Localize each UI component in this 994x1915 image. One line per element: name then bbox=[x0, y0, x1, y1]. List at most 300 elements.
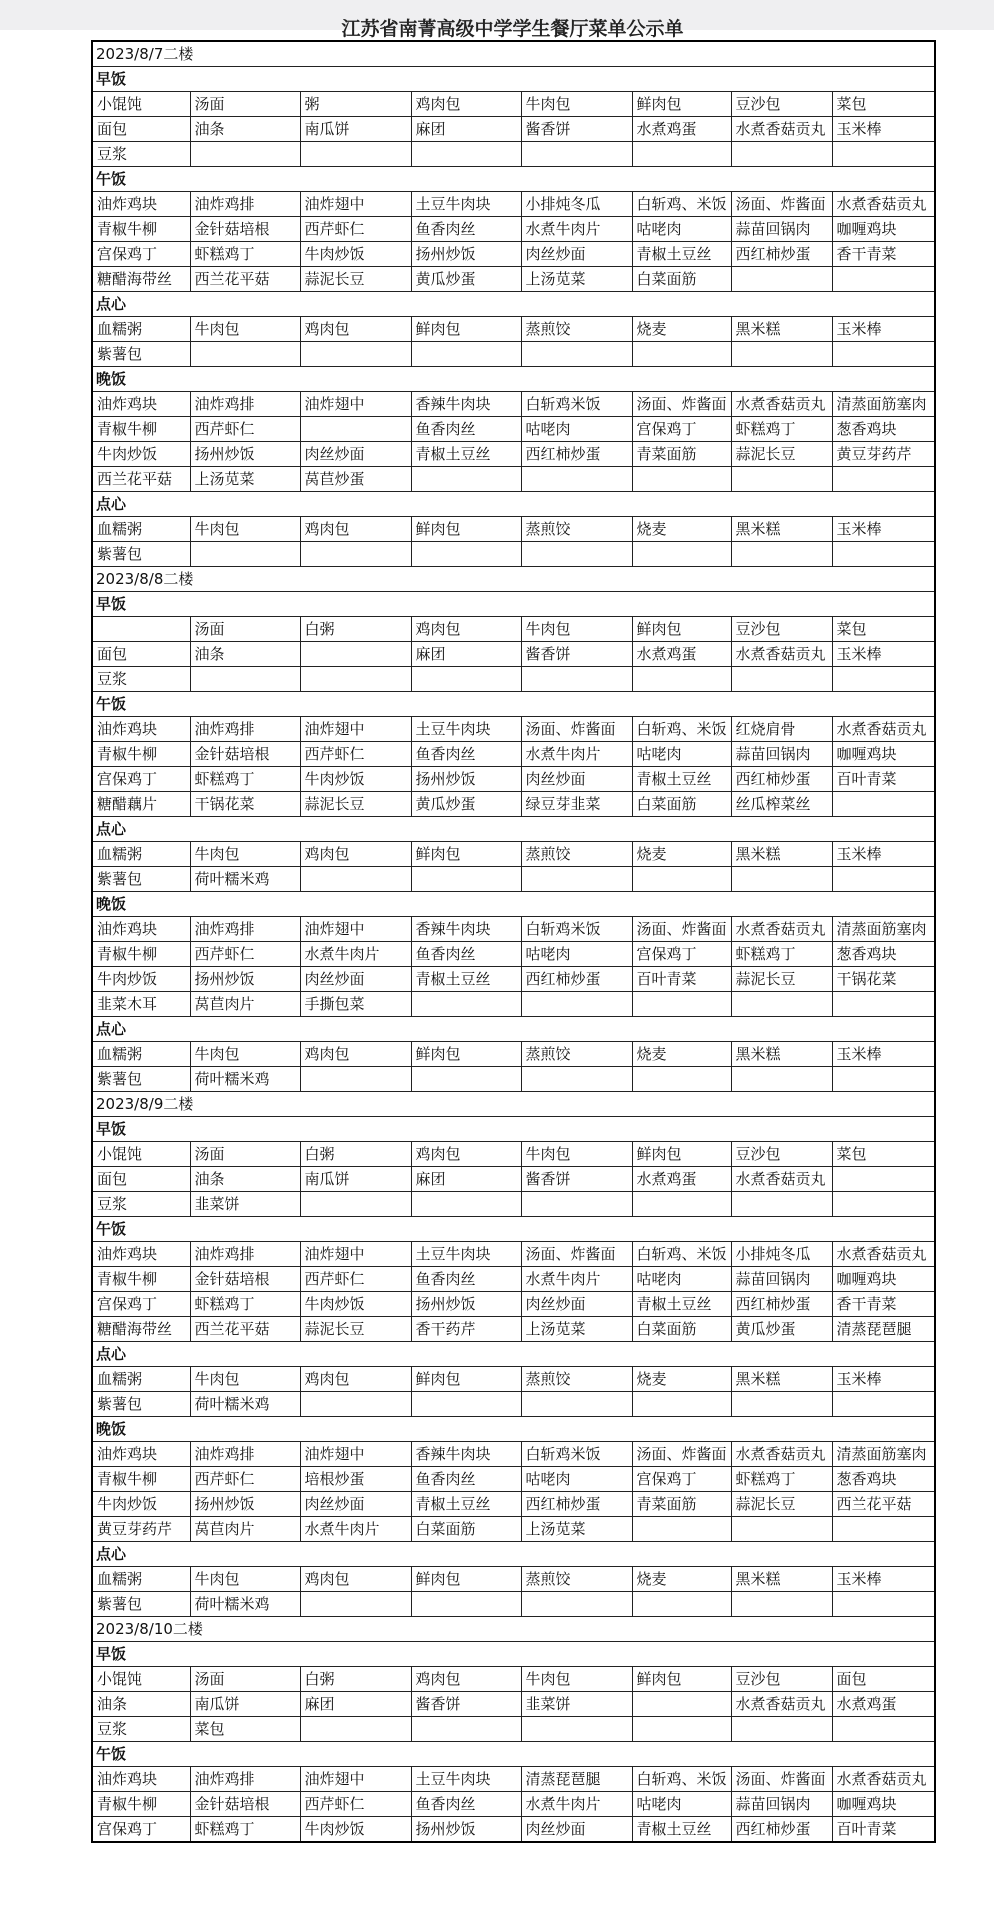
meal-section-label: 早饭 bbox=[92, 67, 935, 92]
menu-cell: 干锅花菜 bbox=[832, 967, 935, 992]
menu-cell: 蒸煎饺 bbox=[521, 1567, 632, 1592]
menu-cell: 白斩鸡、米饭 bbox=[632, 1242, 731, 1267]
menu-cell: 青椒牛柳 bbox=[92, 742, 190, 767]
menu-cell bbox=[521, 1192, 632, 1217]
menu-row bbox=[92, 742, 935, 767]
menu-cell: 白斩鸡、米饭 bbox=[632, 192, 731, 217]
menu-cell: 黑米糕 bbox=[731, 1042, 832, 1067]
date-header-row bbox=[92, 1617, 935, 1642]
date-header: 2023/8/10二楼 bbox=[92, 1617, 935, 1642]
menu-cell: 干锅花菜 bbox=[190, 792, 300, 817]
menu-row bbox=[92, 1442, 935, 1467]
menu-cell bbox=[731, 1592, 832, 1617]
menu-cell: 葱香鸡块 bbox=[832, 942, 935, 967]
meal-section-row bbox=[92, 592, 935, 617]
menu-cell: 青椒土豆丝 bbox=[411, 442, 521, 467]
menu-cell: 扬州炒饭 bbox=[411, 242, 521, 267]
menu-cell: 扬州炒饭 bbox=[190, 442, 300, 467]
menu-cell: 汤面、炸酱面 bbox=[521, 1242, 632, 1267]
menu-cell: 鸡肉包 bbox=[300, 317, 411, 342]
menu-cell: 青椒土豆丝 bbox=[632, 242, 731, 267]
menu-cell: 烧麦 bbox=[632, 1367, 731, 1392]
menu-cell: 牛肉炒饭 bbox=[92, 442, 190, 467]
menu-cell: 荷叶糯米鸡 bbox=[190, 867, 300, 892]
menu-cell: 西芹虾仁 bbox=[300, 1792, 411, 1817]
menu-cell bbox=[832, 1192, 935, 1217]
menu-cell: 西兰花平菇 bbox=[190, 1317, 300, 1342]
menu-cell: 上汤苋菜 bbox=[521, 1317, 632, 1342]
menu-cell: 牛肉包 bbox=[190, 842, 300, 867]
menu-cell bbox=[521, 867, 632, 892]
menu-cell bbox=[632, 342, 731, 367]
menu-cell: 宫保鸡丁 bbox=[632, 1467, 731, 1492]
menu-cell: 油炸鸡排 bbox=[190, 717, 300, 742]
menu-cell: 扬州炒饭 bbox=[411, 1817, 521, 1843]
menu-cell: 水煮香菇贡丸 bbox=[731, 117, 832, 142]
menu-cell: 虾糕鸡丁 bbox=[190, 1817, 300, 1843]
menu-cell: 紫薯包 bbox=[92, 342, 190, 367]
menu-cell: 黑米糕 bbox=[731, 1367, 832, 1392]
menu-cell: 南瓜饼 bbox=[300, 1167, 411, 1192]
menu-cell: 西红柿炒蛋 bbox=[731, 1292, 832, 1317]
menu-cell: 牛肉包 bbox=[521, 1667, 632, 1692]
date-header: 2023/8/8二楼 bbox=[92, 567, 935, 592]
menu-cell: 白粥 bbox=[300, 617, 411, 642]
menu-cell bbox=[411, 1592, 521, 1617]
meal-section-label: 晚饭 bbox=[92, 367, 935, 392]
menu-row bbox=[92, 92, 935, 117]
menu-cell: 蒜泥长豆 bbox=[300, 1317, 411, 1342]
menu-cell: 肉丝炒面 bbox=[521, 1292, 632, 1317]
menu-cell bbox=[300, 1067, 411, 1092]
menu-cell: 面包 bbox=[832, 1667, 935, 1692]
menu-cell: 血糯粥 bbox=[92, 1042, 190, 1067]
meal-section-row bbox=[92, 817, 935, 842]
menu-cell: 水煮香菇贡丸 bbox=[832, 717, 935, 742]
menu-cell bbox=[632, 1717, 731, 1742]
menu-cell: 宫保鸡丁 bbox=[632, 942, 731, 967]
menu-cell: 清蒸面筋塞肉 bbox=[832, 392, 935, 417]
meal-section-row bbox=[92, 167, 935, 192]
menu-cell bbox=[411, 342, 521, 367]
menu-cell: 南瓜饼 bbox=[300, 117, 411, 142]
menu-cell: 血糯粥 bbox=[92, 842, 190, 867]
menu-row bbox=[92, 667, 935, 692]
menu-cell: 百叶青菜 bbox=[832, 1817, 935, 1843]
menu-cell: 青椒牛柳 bbox=[92, 1792, 190, 1817]
menu-cell: 黄瓜炒蛋 bbox=[731, 1317, 832, 1342]
menu-cell: 青椒土豆丝 bbox=[411, 1492, 521, 1517]
menu-row bbox=[92, 1042, 935, 1067]
menu-cell: 烧麦 bbox=[632, 1567, 731, 1592]
menu-cell: 血糯粥 bbox=[92, 317, 190, 342]
menu-cell: 黄瓜炒蛋 bbox=[411, 267, 521, 292]
menu-cell: 油炸鸡块 bbox=[92, 1767, 190, 1792]
menu-cell bbox=[411, 1717, 521, 1742]
menu-cell: 牛肉包 bbox=[190, 1042, 300, 1067]
meal-section-label: 晚饭 bbox=[92, 892, 935, 917]
menu-cell: 西红柿炒蛋 bbox=[731, 767, 832, 792]
menu-cell: 黄豆芽药芹 bbox=[832, 442, 935, 467]
menu-cell bbox=[832, 1067, 935, 1092]
menu-cell: 油炸翅中 bbox=[300, 1767, 411, 1792]
menu-cell: 汤面、炸酱面 bbox=[731, 192, 832, 217]
menu-cell: 水煮牛肉片 bbox=[521, 1267, 632, 1292]
menu-cell: 水煮香菇贡丸 bbox=[832, 192, 935, 217]
menu-cell: 麻团 bbox=[300, 1692, 411, 1717]
menu-cell bbox=[832, 992, 935, 1017]
menu-row bbox=[92, 467, 935, 492]
menu-cell: 西芹虾仁 bbox=[300, 1267, 411, 1292]
menu-cell: 手撕包菜 bbox=[300, 992, 411, 1017]
date-header-row bbox=[92, 41, 935, 67]
menu-cell: 蒜苗回锅肉 bbox=[731, 1792, 832, 1817]
menu-cell: 西芹虾仁 bbox=[190, 942, 300, 967]
menu-cell: 鲜肉包 bbox=[411, 842, 521, 867]
meal-section-label: 点心 bbox=[92, 817, 935, 842]
menu-cell: 土豆牛肉块 bbox=[411, 192, 521, 217]
menu-cell bbox=[632, 867, 731, 892]
menu-cell bbox=[731, 467, 832, 492]
menu-cell: 油炸翅中 bbox=[300, 192, 411, 217]
menu-cell bbox=[832, 1517, 935, 1542]
meal-section-label: 点心 bbox=[92, 292, 935, 317]
menu-cell: 豆浆 bbox=[92, 142, 190, 167]
menu-cell: 白菜面筋 bbox=[632, 1317, 731, 1342]
meal-section-label: 早饭 bbox=[92, 1117, 935, 1142]
menu-cell: 金针菇培根 bbox=[190, 217, 300, 242]
meal-section-row bbox=[92, 1642, 935, 1667]
menu-cell: 香辣牛肉块 bbox=[411, 1442, 521, 1467]
menu-cell: 青菜面筋 bbox=[632, 1492, 731, 1517]
menu-cell: 油炸鸡排 bbox=[190, 1442, 300, 1467]
meal-section-row bbox=[92, 892, 935, 917]
meal-section-row bbox=[92, 492, 935, 517]
menu-cell bbox=[632, 542, 731, 567]
menu-cell: 西兰花平菇 bbox=[832, 1492, 935, 1517]
menu-row bbox=[92, 442, 935, 467]
menu-cell: 咕咾肉 bbox=[521, 417, 632, 442]
menu-cell: 蒜泥长豆 bbox=[731, 967, 832, 992]
menu-cell: 肉丝炒面 bbox=[300, 442, 411, 467]
menu-cell: 红烧肩骨 bbox=[731, 717, 832, 742]
menu-cell: 鸡肉包 bbox=[411, 1142, 521, 1167]
menu-cell: 肉丝炒面 bbox=[521, 1817, 632, 1843]
menu-cell: 香干药芹 bbox=[411, 1317, 521, 1342]
meal-section-row bbox=[92, 292, 935, 317]
meal-section-row bbox=[92, 1542, 935, 1567]
meal-section-label: 点心 bbox=[92, 492, 935, 517]
menu-cell: 水煮牛肉片 bbox=[300, 1517, 411, 1542]
menu-cell: 油条 bbox=[190, 1167, 300, 1192]
menu-cell: 小馄饨 bbox=[92, 1142, 190, 1167]
menu-cell: 青椒牛柳 bbox=[92, 1467, 190, 1492]
menu-cell: 香辣牛肉块 bbox=[411, 917, 521, 942]
menu-cell: 水煮香菇贡丸 bbox=[832, 1767, 935, 1792]
menu-cell: 蒜泥长豆 bbox=[300, 267, 411, 292]
menu-row bbox=[92, 1517, 935, 1542]
menu-cell bbox=[190, 667, 300, 692]
meal-section-row bbox=[92, 692, 935, 717]
menu-cell: 玉米棒 bbox=[832, 1042, 935, 1067]
menu-row bbox=[92, 617, 935, 642]
menu-cell: 玉米棒 bbox=[832, 842, 935, 867]
menu-cell: 西芹虾仁 bbox=[300, 742, 411, 767]
menu-cell bbox=[632, 1592, 731, 1617]
menu-cell: 牛肉炒饭 bbox=[300, 1292, 411, 1317]
menu-row bbox=[92, 767, 935, 792]
menu-cell: 咖喱鸡块 bbox=[832, 1792, 935, 1817]
menu-cell: 牛肉炒饭 bbox=[92, 967, 190, 992]
menu-cell: 牛肉包 bbox=[521, 617, 632, 642]
date-header: 2023/8/9二楼 bbox=[92, 1092, 935, 1117]
menu-cell: 菜包 bbox=[190, 1717, 300, 1742]
menu-cell: 葱香鸡块 bbox=[832, 417, 935, 442]
menu-cell: 油炸鸡块 bbox=[92, 917, 190, 942]
menu-cell: 小排炖冬瓜 bbox=[521, 192, 632, 217]
menu-cell: 油炸翅中 bbox=[300, 1242, 411, 1267]
menu-cell: 烧麦 bbox=[632, 842, 731, 867]
menu-cell bbox=[731, 267, 832, 292]
menu-cell bbox=[632, 142, 731, 167]
menu-cell bbox=[411, 1392, 521, 1417]
menu-cell: 汤面、炸酱面 bbox=[632, 917, 731, 942]
menu-cell bbox=[300, 867, 411, 892]
menu-cell: 虾糕鸡丁 bbox=[731, 942, 832, 967]
menu-cell: 西芹虾仁 bbox=[190, 417, 300, 442]
menu-cell: 豆浆 bbox=[92, 667, 190, 692]
menu-cell: 扬州炒饭 bbox=[190, 967, 300, 992]
menu-cell: 水煮香菇贡丸 bbox=[731, 917, 832, 942]
menu-cell: 小馄饨 bbox=[92, 1667, 190, 1692]
menu-cell bbox=[300, 1592, 411, 1617]
menu-row bbox=[92, 1767, 935, 1792]
menu-cell: 酱香饼 bbox=[521, 1167, 632, 1192]
menu-cell: 扬州炒饭 bbox=[411, 767, 521, 792]
menu-cell bbox=[731, 1517, 832, 1542]
menu-cell: 西芹虾仁 bbox=[300, 217, 411, 242]
menu-cell bbox=[300, 142, 411, 167]
menu-cell: 鲜肉包 bbox=[411, 1567, 521, 1592]
menu-cell: 糖醋海带丝 bbox=[92, 267, 190, 292]
menu-cell: 金针菇培根 bbox=[190, 1792, 300, 1817]
menu-cell: 鲜肉包 bbox=[411, 317, 521, 342]
menu-cell bbox=[731, 667, 832, 692]
menu-row bbox=[92, 1492, 935, 1517]
menu-cell: 小馄饨 bbox=[92, 92, 190, 117]
menu-cell bbox=[521, 1392, 632, 1417]
menu-cell: 鲜肉包 bbox=[632, 617, 731, 642]
menu-cell: 豆沙包 bbox=[731, 1142, 832, 1167]
menu-cell: 汤面、炸酱面 bbox=[632, 392, 731, 417]
menu-cell bbox=[411, 867, 521, 892]
menu-cell: 紫薯包 bbox=[92, 1067, 190, 1092]
menu-cell: 肉丝炒面 bbox=[521, 242, 632, 267]
menu-cell bbox=[731, 342, 832, 367]
menu-cell: 荷叶糯米鸡 bbox=[190, 1067, 300, 1092]
menu-cell: 烧麦 bbox=[632, 1042, 731, 1067]
menu-row bbox=[92, 1717, 935, 1742]
menu-row bbox=[92, 517, 935, 542]
meal-section-row bbox=[92, 1742, 935, 1767]
meal-section-label: 点心 bbox=[92, 1342, 935, 1367]
menu-cell: 宫保鸡丁 bbox=[92, 242, 190, 267]
menu-cell bbox=[521, 342, 632, 367]
menu-cell bbox=[632, 1692, 731, 1717]
menu-row bbox=[92, 1392, 935, 1417]
menu-cell bbox=[832, 342, 935, 367]
menu-body bbox=[92, 41, 935, 1842]
menu-row bbox=[92, 1067, 935, 1092]
menu-cell: 豆浆 bbox=[92, 1717, 190, 1742]
menu-cell bbox=[521, 1717, 632, 1742]
menu-cell bbox=[300, 1192, 411, 1217]
menu-row bbox=[92, 542, 935, 567]
menu-cell: 水煮牛肉片 bbox=[521, 217, 632, 242]
menu-row bbox=[92, 1817, 935, 1843]
menu-cell: 肉丝炒面 bbox=[521, 767, 632, 792]
menu-cell: 百叶青菜 bbox=[632, 967, 731, 992]
menu-cell: 韭菜饼 bbox=[521, 1692, 632, 1717]
menu-cell: 玉米棒 bbox=[832, 1567, 935, 1592]
menu-row bbox=[92, 392, 935, 417]
meal-section-label: 午饭 bbox=[92, 1742, 935, 1767]
menu-row bbox=[92, 1317, 935, 1342]
menu-cell: 青椒土豆丝 bbox=[632, 1817, 731, 1843]
menu-cell: 面包 bbox=[92, 1167, 190, 1192]
menu-cell: 鱼香肉丝 bbox=[411, 742, 521, 767]
menu-cell: 水煮鸡蛋 bbox=[832, 1692, 935, 1717]
menu-cell: 咕咾肉 bbox=[521, 1467, 632, 1492]
menu-cell: 鸡肉包 bbox=[411, 1667, 521, 1692]
menu-cell: 油炸鸡排 bbox=[190, 392, 300, 417]
menu-cell: 鲜肉包 bbox=[411, 517, 521, 542]
menu-cell bbox=[521, 142, 632, 167]
menu-cell: 牛肉炒饭 bbox=[300, 1817, 411, 1843]
menu-cell bbox=[411, 142, 521, 167]
menu-cell: 麻团 bbox=[411, 117, 521, 142]
menu-cell: 虾糕鸡丁 bbox=[731, 417, 832, 442]
meal-section-row bbox=[92, 1117, 935, 1142]
menu-cell bbox=[411, 1192, 521, 1217]
meal-section-label: 午饭 bbox=[92, 167, 935, 192]
menu-row bbox=[92, 917, 935, 942]
menu-cell bbox=[521, 467, 632, 492]
menu-row bbox=[92, 1692, 935, 1717]
menu-cell: 咕咾肉 bbox=[632, 1267, 731, 1292]
menu-cell: 汤面 bbox=[190, 1142, 300, 1167]
meal-section-label: 早饭 bbox=[92, 1642, 935, 1667]
menu-cell bbox=[731, 1717, 832, 1742]
menu-cell: 蒜泥长豆 bbox=[731, 442, 832, 467]
menu-cell: 面包 bbox=[92, 117, 190, 142]
menu-row bbox=[92, 1792, 935, 1817]
menu-cell: 绿豆芽韭菜 bbox=[521, 792, 632, 817]
menu-cell: 血糯粥 bbox=[92, 1567, 190, 1592]
menu-cell: 土豆牛肉块 bbox=[411, 1767, 521, 1792]
menu-cell: 咖喱鸡块 bbox=[832, 217, 935, 242]
menu-cell: 咕咾肉 bbox=[632, 742, 731, 767]
menu-cell bbox=[190, 542, 300, 567]
menu-cell: 糖醋藕片 bbox=[92, 792, 190, 817]
menu-cell: 白粥 bbox=[300, 1667, 411, 1692]
menu-cell: 韭菜饼 bbox=[190, 1192, 300, 1217]
menu-cell: 蒸煎饺 bbox=[521, 1367, 632, 1392]
menu-cell: 土豆牛肉块 bbox=[411, 1242, 521, 1267]
menu-cell: 玉米棒 bbox=[832, 517, 935, 542]
date-header-row bbox=[92, 1092, 935, 1117]
menu-cell: 咖喱鸡块 bbox=[832, 1267, 935, 1292]
menu-row bbox=[92, 1267, 935, 1292]
menu-row bbox=[92, 417, 935, 442]
menu-cell: 蒜苗回锅肉 bbox=[731, 217, 832, 242]
menu-cell: 西芹虾仁 bbox=[190, 1467, 300, 1492]
menu-cell bbox=[190, 342, 300, 367]
menu-cell: 宫保鸡丁 bbox=[92, 1817, 190, 1843]
menu-cell: 油炸鸡排 bbox=[190, 192, 300, 217]
menu-cell: 咕咾肉 bbox=[632, 1792, 731, 1817]
menu-cell: 水煮香菇贡丸 bbox=[731, 1692, 832, 1717]
menu-cell: 南瓜饼 bbox=[190, 1692, 300, 1717]
menu-cell: 扬州炒饭 bbox=[411, 1292, 521, 1317]
menu-row bbox=[92, 242, 935, 267]
menu-cell: 香干青菜 bbox=[832, 1292, 935, 1317]
menu-cell bbox=[521, 542, 632, 567]
menu-row bbox=[92, 1367, 935, 1392]
meal-section-label: 点心 bbox=[92, 1542, 935, 1567]
menu-cell: 白斩鸡、米饭 bbox=[632, 1767, 731, 1792]
menu-cell bbox=[411, 467, 521, 492]
meal-section-row bbox=[92, 67, 935, 92]
menu-cell: 青菜面筋 bbox=[632, 442, 731, 467]
menu-cell: 油炸鸡块 bbox=[92, 1242, 190, 1267]
meal-section-label: 午饭 bbox=[92, 692, 935, 717]
menu-cell: 紫薯包 bbox=[92, 1592, 190, 1617]
meal-section-row bbox=[92, 1342, 935, 1367]
meal-section-label: 点心 bbox=[92, 1017, 935, 1042]
menu-cell: 肉丝炒面 bbox=[300, 1492, 411, 1517]
menu-cell: 虾糕鸡丁 bbox=[190, 242, 300, 267]
menu-cell: 西红柿炒蛋 bbox=[521, 967, 632, 992]
menu-cell: 白菜面筋 bbox=[632, 267, 731, 292]
menu-cell: 黑米糕 bbox=[731, 1567, 832, 1592]
menu-row bbox=[92, 842, 935, 867]
menu-cell: 烧麦 bbox=[632, 317, 731, 342]
menu-table bbox=[91, 40, 936, 1843]
menu-cell: 虾糕鸡丁 bbox=[731, 1467, 832, 1492]
menu-cell: 汤面、炸酱面 bbox=[632, 1442, 731, 1467]
menu-row bbox=[92, 1242, 935, 1267]
menu-cell bbox=[300, 342, 411, 367]
menu-cell bbox=[731, 992, 832, 1017]
menu-cell bbox=[832, 1717, 935, 1742]
menu-cell: 青椒牛柳 bbox=[92, 417, 190, 442]
menu-cell: 蒜苗回锅肉 bbox=[731, 1267, 832, 1292]
menu-cell: 鱼香肉丝 bbox=[411, 1467, 521, 1492]
menu-cell bbox=[731, 1392, 832, 1417]
menu-cell: 牛肉炒饭 bbox=[300, 242, 411, 267]
menu-row bbox=[92, 1142, 935, 1167]
menu-cell bbox=[411, 667, 521, 692]
menu-row bbox=[92, 867, 935, 892]
menu-cell: 白斩鸡米饭 bbox=[521, 1442, 632, 1467]
menu-row bbox=[92, 967, 935, 992]
menu-cell: 豆沙包 bbox=[731, 617, 832, 642]
menu-cell bbox=[832, 142, 935, 167]
menu-cell: 油条 bbox=[190, 642, 300, 667]
menu-cell bbox=[731, 1067, 832, 1092]
menu-cell: 荷叶糯米鸡 bbox=[190, 1392, 300, 1417]
